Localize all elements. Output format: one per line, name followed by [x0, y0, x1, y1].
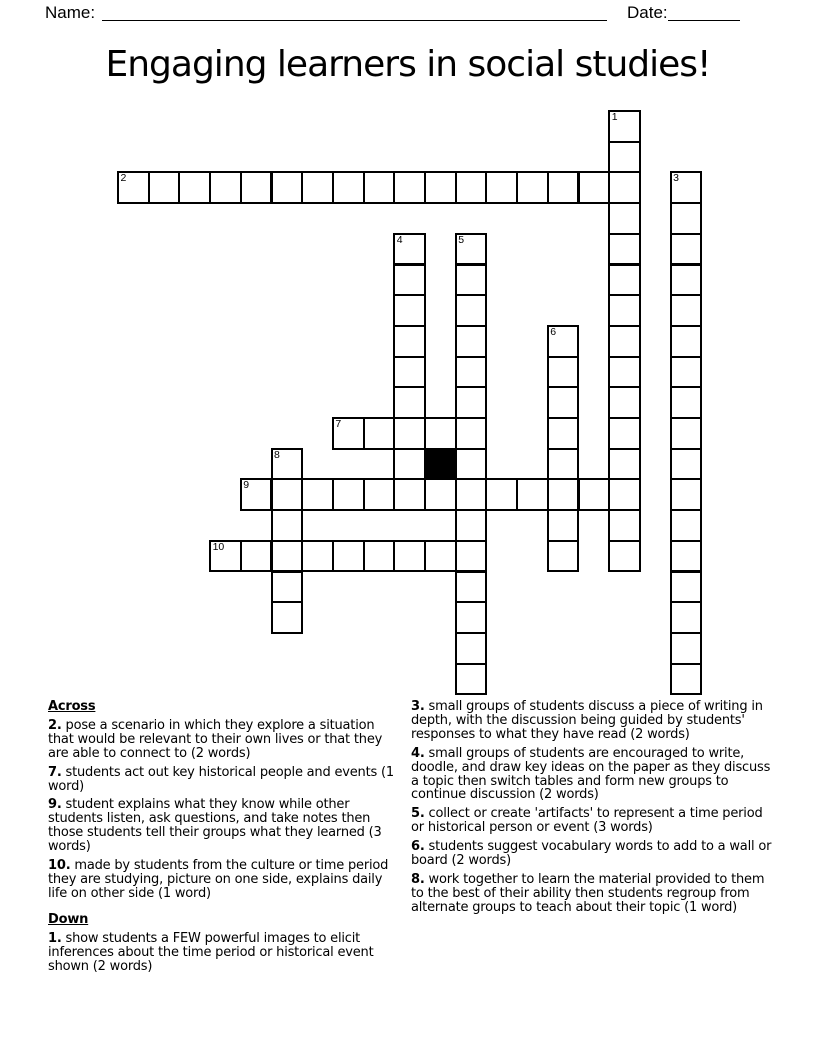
clue-number: 4. [411, 745, 425, 761]
crossword-cell[interactable] [209, 171, 242, 204]
crossword-cell[interactable] [271, 540, 304, 573]
clue-number: 2. [48, 717, 62, 733]
crossword-cell[interactable] [670, 202, 703, 235]
clue-8: 8. work together to learn the material provided to them to the best of their ability then students regroup from alternate groups to teach about their topic (1 word) [411, 871, 765, 915]
blocked-cell [424, 448, 457, 481]
crossword-cell[interactable] [670, 509, 703, 542]
crossword-cell[interactable] [547, 417, 580, 450]
crossword-cell[interactable] [608, 417, 641, 450]
crossword-cell[interactable] [455, 233, 488, 266]
crossword-cell[interactable] [547, 509, 580, 542]
crossword-cell[interactable] [393, 478, 426, 511]
crossword-cell[interactable] [608, 233, 641, 266]
clue-9: 9. student explains what they know while other students listen, ask questions, and take notes then those students tell their groups what they learned (3 words) [48, 797, 382, 855]
crossword-cell[interactable] [670, 632, 703, 665]
crossword-cell[interactable] [178, 171, 211, 204]
crossword-cell[interactable] [393, 325, 426, 358]
crossword-cell[interactable] [455, 663, 488, 696]
crossword-cell[interactable] [670, 356, 703, 389]
crossword-cell[interactable] [455, 509, 488, 542]
crossword-cell[interactable] [393, 540, 426, 573]
clue-number: 8. [411, 871, 425, 887]
crossword-cell[interactable] [271, 478, 304, 511]
cell-number: 2 [120, 172, 127, 185]
crossword-cell[interactable] [455, 356, 488, 389]
crossword-cell[interactable] [455, 171, 488, 204]
crossword-cell[interactable] [240, 171, 273, 204]
crossword-cell[interactable] [485, 478, 518, 511]
crossword-cell[interactable] [608, 386, 641, 419]
crossword-cell[interactable] [485, 171, 518, 204]
clue-1: 1. show students a FEW powerful images to elicit inferences about the time period or historical event shown (2 words) [48, 930, 374, 974]
clue-column-left [48, 700, 400, 978]
crossword-cell[interactable] [301, 540, 334, 573]
crossword-cell[interactable] [608, 294, 641, 327]
date-label: Date: [627, 3, 668, 22]
crossword-cell[interactable] [608, 540, 641, 573]
cell-number: 3 [673, 172, 679, 185]
page-title: Engaging learners in social studies! [105, 44, 711, 85]
crossword-cell[interactable] [670, 571, 703, 604]
crossword-cell[interactable] [670, 478, 703, 511]
crossword-cell[interactable] [455, 540, 488, 573]
crossword-cell[interactable] [608, 202, 641, 235]
crossword-cell[interactable] [393, 448, 426, 481]
crossword-cell[interactable] [332, 478, 365, 511]
crossword-cell[interactable] [608, 509, 641, 542]
crossword-cell[interactable] [547, 540, 580, 573]
clue-number: 7. [48, 764, 62, 780]
clue-3: 3. small groups of students discuss a piece of writing in depth, with the discussion being guided by students' responses to what they have read (2 words) [411, 699, 763, 742]
cell-number: 10 [212, 540, 225, 553]
crossword-grid [117, 110, 707, 700]
crossword-cell[interactable] [424, 540, 457, 573]
crossword-cell[interactable] [271, 171, 304, 204]
crossword-cell[interactable] [670, 325, 703, 358]
crossword-cell[interactable] [393, 233, 426, 266]
date-input-line[interactable] [668, 0, 740, 21]
crossword-cell[interactable] [363, 417, 396, 450]
crossword-cell[interactable] [670, 601, 703, 634]
crossword-cell[interactable] [363, 540, 396, 573]
crossword-cell[interactable] [455, 386, 488, 419]
cell-number: 4 [396, 233, 403, 246]
crossword-cell[interactable] [455, 571, 488, 604]
crossword-cell[interactable] [547, 386, 580, 419]
crossword-cell[interactable] [670, 386, 703, 419]
crossword-cell[interactable] [424, 171, 457, 204]
crossword-cell[interactable] [148, 171, 181, 204]
crossword-cell[interactable] [608, 478, 641, 511]
crossword-cell[interactable] [608, 448, 641, 481]
clue-heading-across: Across [48, 699, 96, 714]
cell-number: 5 [458, 233, 465, 246]
crossword-cell[interactable] [547, 448, 580, 481]
clue-6: 6. students suggest vocabulary words to add to a wall or board (2 words) [411, 839, 772, 869]
crossword-cell[interactable] [393, 294, 426, 327]
crossword-cell[interactable] [455, 478, 488, 511]
crossword-cell[interactable] [393, 356, 426, 389]
crossword-cell[interactable] [670, 171, 703, 204]
crossword-cell[interactable] [363, 171, 396, 204]
crossword-cell[interactable] [547, 325, 580, 358]
crossword-cell[interactable] [240, 478, 273, 511]
clue-2: 2. pose a scenario in which they explore a situation that would be relevant to their own lives or that they are able to connect to (2 words) [48, 717, 383, 761]
crossword-cell[interactable] [455, 448, 488, 481]
crossword-cell[interactable] [455, 294, 488, 327]
name-input-line[interactable] [102, 0, 607, 21]
crossword-cell[interactable] [455, 601, 488, 634]
crossword-cell[interactable] [608, 110, 641, 143]
crossword-cell[interactable] [670, 540, 703, 573]
clue-10: 10. made by students from the culture or time period they are studying, picture on one side, explains daily life on other side (1 word) [48, 858, 389, 901]
crossword-cell[interactable] [424, 478, 457, 511]
crossword-cell[interactable] [271, 571, 304, 604]
crossword-cell[interactable] [670, 448, 703, 481]
crossword-cell[interactable] [547, 171, 580, 204]
cell-number: 7 [335, 418, 342, 430]
crossword-cell[interactable] [670, 294, 703, 327]
crossword-cell[interactable] [332, 540, 365, 573]
cell-number: 1 [611, 111, 618, 123]
crossword-cell[interactable] [670, 264, 703, 297]
clue-4: 4. small groups of students are encouraged to write, doodle, and draw key ideas on the paper as they discuss a topic then switch tables and form new groups to continue discussion (2 words) [411, 745, 771, 803]
cell-number: 6 [550, 325, 557, 338]
crossword-cell[interactable] [455, 325, 488, 358]
crossword-cell[interactable] [670, 663, 703, 696]
crossword-cell[interactable] [455, 417, 488, 450]
crossword-cell[interactable] [393, 417, 426, 450]
clue-number: 1. [48, 930, 62, 946]
clue-section [411, 700, 777, 915]
clue-section [48, 700, 400, 901]
crossword-cell[interactable] [516, 171, 549, 204]
crossword-cell[interactable] [455, 632, 488, 665]
clue-number: 6. [411, 839, 425, 855]
clue-number: 3. [411, 699, 425, 714]
clue-5: 5. collect or create 'artifacts' to represent a time period or historical person or event (3 words) [411, 806, 763, 836]
crossword-cell[interactable] [608, 141, 641, 174]
cell-number: 8 [274, 448, 280, 461]
clue-number: 9. [48, 797, 62, 813]
crossword-cell[interactable] [363, 478, 396, 511]
clue-column-right [411, 700, 777, 920]
crossword-cell[interactable] [117, 171, 150, 204]
crossword-cell[interactable] [240, 540, 273, 573]
crossword-cell[interactable] [271, 448, 304, 481]
crossword-cell[interactable] [332, 171, 365, 204]
crossword-cell[interactable] [608, 171, 641, 204]
crossword-cell[interactable] [547, 478, 580, 511]
clue-number: 10. [48, 858, 71, 874]
crossword-cell[interactable] [608, 264, 641, 297]
crossword-cell[interactable] [393, 264, 426, 297]
clue-number: 5. [411, 806, 425, 822]
crossword-cell[interactable] [271, 509, 304, 542]
crossword-cell[interactable] [424, 417, 457, 450]
crossword-cell[interactable] [670, 233, 703, 266]
crossword-cell[interactable] [608, 325, 641, 358]
crossword-cell[interactable] [547, 356, 580, 389]
crossword-cell[interactable] [608, 356, 641, 389]
crossword-cell[interactable] [332, 417, 365, 450]
cell-number: 9 [243, 479, 250, 492]
crossword-cell[interactable] [578, 171, 611, 204]
crossword-cell[interactable] [516, 478, 549, 511]
crossword-cell[interactable] [301, 171, 334, 204]
crossword-cell[interactable] [455, 264, 488, 297]
clue-heading-down: Down [48, 911, 89, 927]
crossword-cell[interactable] [271, 601, 304, 634]
crossword-cell[interactable] [393, 171, 426, 204]
crossword-cell[interactable] [393, 386, 426, 419]
clue-7: 7. students act out key historical people and events (1 word) [48, 764, 394, 794]
crossword-cell[interactable] [578, 478, 611, 511]
name-label: Name: [45, 3, 96, 22]
crossword-cell[interactable] [209, 540, 242, 573]
clue-section [48, 913, 400, 974]
crossword-cell[interactable] [670, 417, 703, 450]
crossword-cell[interactable] [301, 478, 334, 511]
